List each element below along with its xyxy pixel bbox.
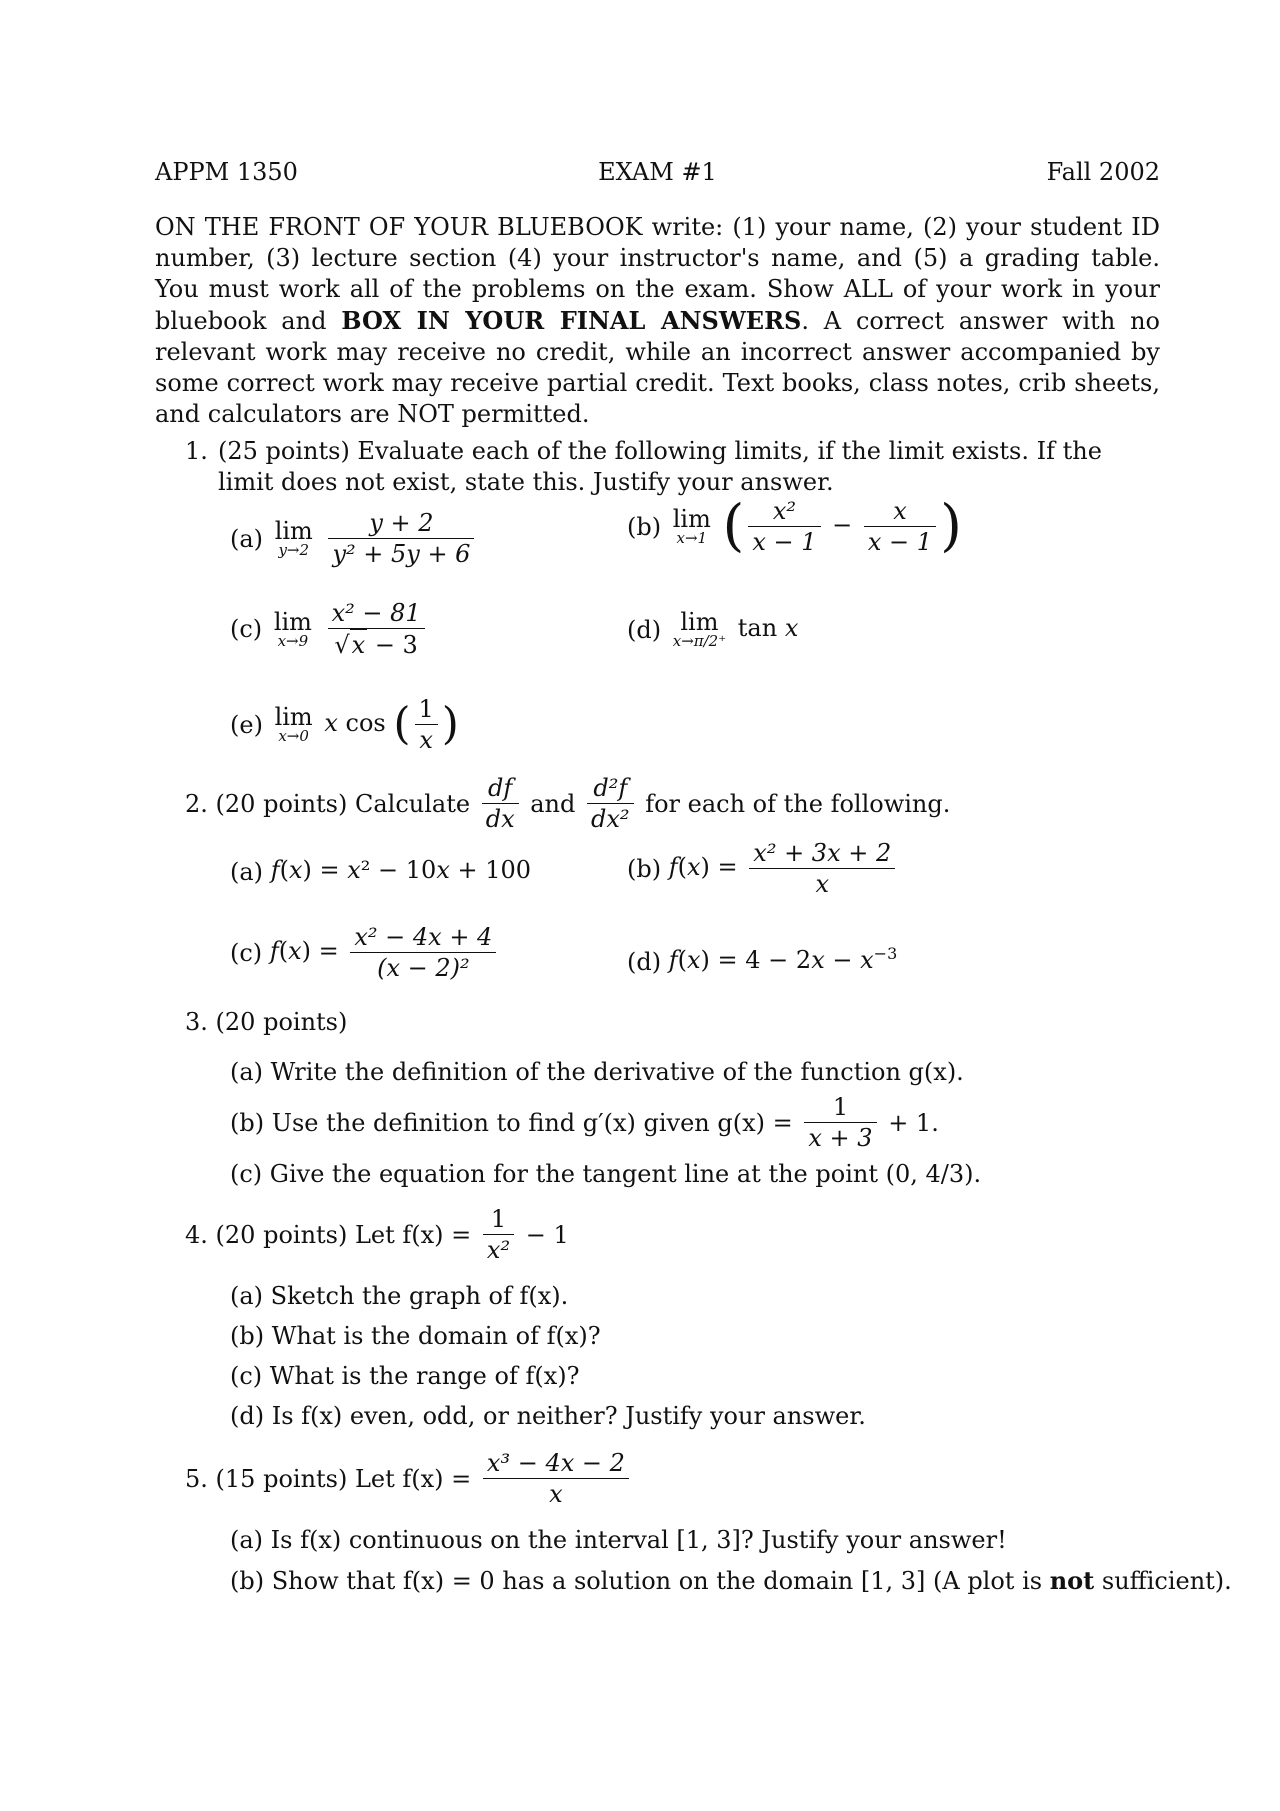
problem-1a: (a) lim y→2 $\frac{y + 2}{\text{y² + 5y + 6}}$ [230, 508, 478, 569]
problem-3b: (b) Use the definition to find g′(x) given g(x) = $\frac{1}{x + 3}$ + 1. [230, 1093, 939, 1152]
problem-1a-label: (a) [230, 524, 264, 553]
problem-5: 5. (15 points) Let f(x) = $\frac{\text{x³ − 4x − 2}}{x}$ [185, 1448, 633, 1509]
problem-2b-label: (b) [627, 854, 662, 883]
problem-1b-label: (b) [627, 512, 662, 541]
problem-2c-label: (c) [230, 938, 263, 967]
problem-3-number: 3. [185, 1008, 208, 1036]
problem-3c: (c) Give the equation for the tangent line at the point (0, 4/3). [230, 1160, 982, 1188]
problem-5b-text-post: sufficient). [1094, 1567, 1232, 1595]
problem-4-number: 4. [185, 1220, 208, 1249]
problem-2d-label: (d) [627, 947, 662, 976]
exam-term: Fall 2002 [1046, 158, 1160, 186]
problem-2-text-post: for each of the following. [645, 789, 951, 818]
problem-3a: (a) Write the definition of the derivative of the function g(x). [230, 1058, 964, 1086]
instructions-bold: BOX IN YOUR FINAL ANSWERS [341, 306, 802, 335]
problem-5b [230, 1566, 1232, 1595]
problem-2a-label: (a) [230, 857, 264, 886]
problem-5-text-pre: (15 points) Let f(x) = [215, 1464, 472, 1493]
header [155, 158, 1160, 188]
problem-1 [155, 436, 1160, 498]
problem-4d: (d) Is f(x) even, odd, or neither? Justify your answer. [230, 1402, 866, 1430]
problem-4b: (b) What is the domain of f(x)? [230, 1322, 601, 1350]
problem-3b-text-pre: (b) Use the definition to find g′(x) given g(x) = [230, 1108, 793, 1137]
instructions-text-2: . A correct answer with no relevant work may receive no credit, while an incorrect answer accompanied by some correct work may receive partial credit. Text books, class notes, crib sheets, and calculators are NOT permitted. [155, 307, 1160, 428]
problem-4-text-pre: (20 points) Let f(x) = [215, 1220, 472, 1249]
problem-2-text-and: and [530, 789, 576, 818]
problem-1-text: (25 points) Evaluate each of the following limits, if the limit exists. If the limit does not exist, state this. Justify your answer. [218, 437, 1102, 496]
exam-title: EXAM #1 [598, 158, 717, 186]
problem-2-text-pre: (20 points) Calculate [215, 789, 471, 818]
problem-1d: (d) lim x→π/2⁺ tan x [627, 608, 799, 650]
problem-1e: (e) lim x→0 x cos ( $\frac{1}{x}$ ) [230, 695, 459, 754]
problem-1b: (b) lim x→1 ( $\frac{\text{x²}}{x - 1}$ − $\frac{x}{x - 1}$ ) [627, 493, 962, 559]
instructions [155, 212, 1160, 430]
problem-3 [185, 1008, 347, 1036]
problem-2d: (d) $f(x) = 4 - 2x - x^{-3}$ [627, 944, 898, 976]
problem-5a: (a) Is f(x) continuous on the interval [1, 3]? Justify your answer! [230, 1526, 1007, 1554]
problem-2a: (a) f(x) = x² − 10x + 100 [230, 856, 532, 886]
problem-2c: (c) f(x) = $\frac{\text{x² − 4x + 4}}{\text{(x − 2)²}}$ [230, 922, 500, 983]
problem-5b-text-pre: (b) Show that f(x) = 0 has a solution on the domain [1, 3] (A plot is [230, 1567, 1050, 1595]
problem-4-text-post: − 1 [525, 1220, 569, 1249]
problem-1-number: 1. [185, 437, 208, 465]
problem-5b-bold: not [1049, 1566, 1095, 1595]
problem-3b-text-post: + 1. [888, 1108, 939, 1137]
problem-4a: (a) Sketch the graph of f(x). [230, 1282, 569, 1310]
problem-4c: (c) What is the range of f(x)? [230, 1362, 580, 1390]
problem-3-text: (20 points) [215, 1008, 348, 1036]
problem-1c-label: (c) [230, 615, 263, 643]
instructions-text-1: ON THE FRONT OF YOUR BLUEBOOK write: (1) your name, (2) your student ID number, (3) lecture section (4) your instructor's name, and (5) a grading table. You must work all of the problems on the exam. Show ALL of your work in your bluebook and [155, 213, 1160, 335]
course-code: APPM 1350 [155, 158, 298, 186]
problem-5-number: 5. [185, 1464, 208, 1493]
problem-1c: (c) lim x→9 $\frac{\text{x² − 81}}{√x - 3}$ [230, 598, 429, 660]
problem-2: 2. (20 points) Calculate $\frac{df}{dx}$ and $\frac{\text{d²f}}{\text{dx²}}$ for each of the following. [185, 774, 951, 833]
problem-4: 4. (20 points) Let f(x) = $\frac{1}{\text{x²}}$ − 1 [185, 1205, 569, 1264]
problem-2b: (b) f(x) = $\frac{\text{x² + 3x + 2}}{x}$ [627, 838, 899, 899]
problem-2-number: 2. [185, 789, 208, 818]
problem-1d-label: (d) [627, 615, 662, 644]
problem-1e-label: (e) [230, 710, 263, 739]
